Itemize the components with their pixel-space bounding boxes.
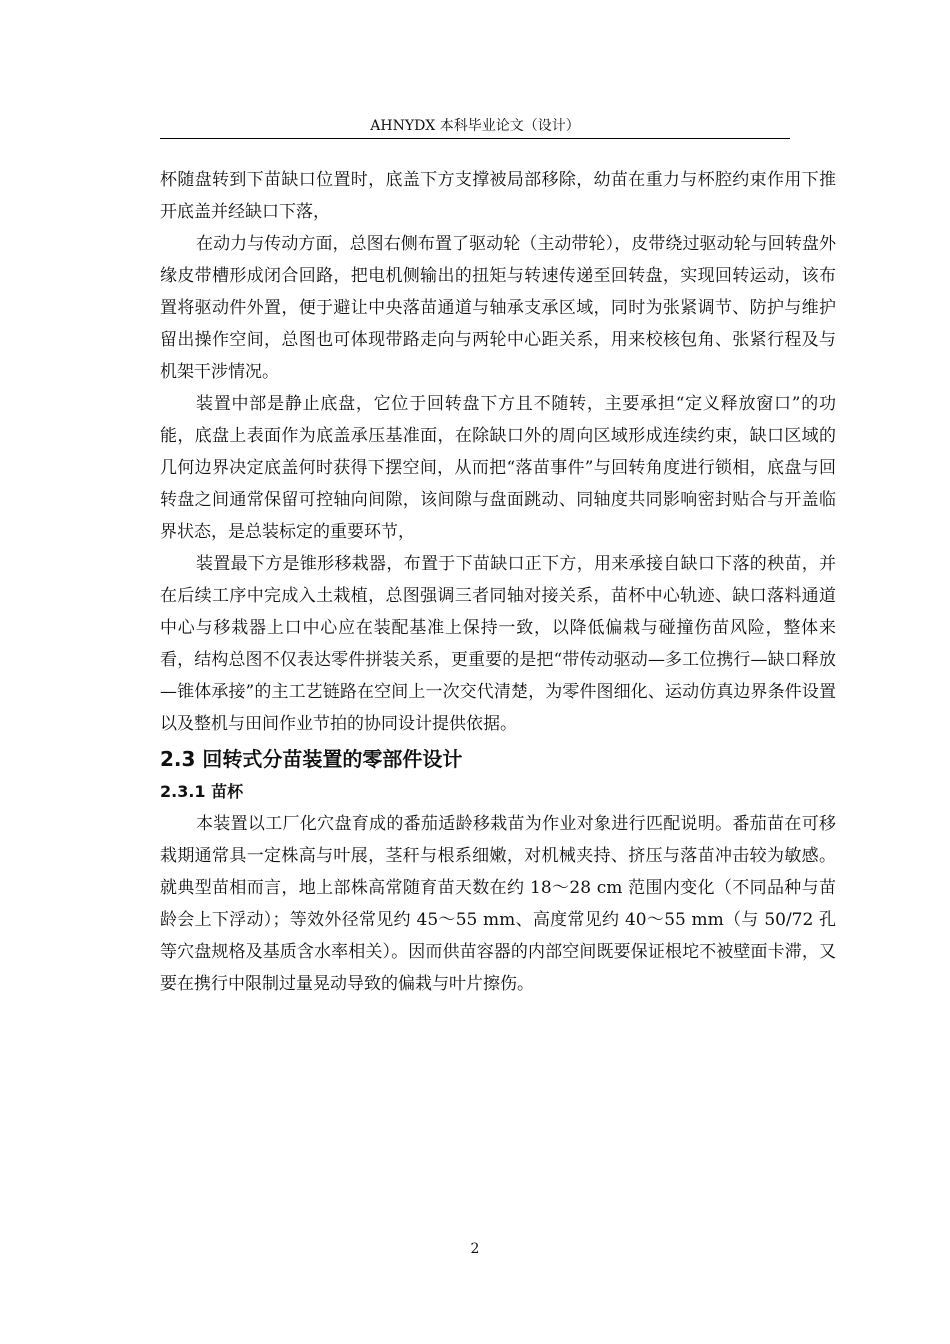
paragraph-drive-transmission: 在动力与传动方面，总图右侧布置了驱动轮（主动带轮），皮带绕过驱动轮与回转盘外缘皮带槽形成闭合回路，把电机侧输出的扭矩与转速传递至回转盘，实现回转运动，该布置将驱动件外置，便于避让中央落苗通道与轴承支承区域，同时为张紧调节、防护与维护留出操作空间，总图也可体现带路走向与两轮中心距关系，用来校核包角、张紧行程及与机架干涉情况。 [160, 234, 836, 382]
header-rule [160, 138, 790, 139]
section-heading: 2.3 回转式分苗装置的零部件设计 [160, 747, 463, 771]
running-header: AHNYDX 本科毕业论文（设计） [370, 118, 580, 134]
paragraph-continuation: 杯随盘转到下苗缺口位置时，底盖下方支撑被局部移除，幼苗在重力与杯腔约束作用下推开底盖并经缺口下落， [160, 170, 836, 222]
subsection-heading: 2.3.1 苗杯 [160, 782, 244, 801]
paragraph-seedling-cup: 本装置以工厂化穴盘育成的番茄适龄移栽苗为作业对象进行匹配说明。番茄苗在可移栽期通常具一定株高与叶展，茎秆与根系细嫩，对机械夹持、挤压与落苗冲击较为敏感。就典型苗相而言，地上部株高常随育苗天数在约 18～28 cm 范围内变化（不同品种与苗龄会上下浮动）；等效外径常见约 45～55 mm、高度常见约 40～55 mm（与 50/72 孔等穴盘规格及基质含水率相关）。因而供苗容器的内部空间既要保证根坨不被壁面卡滞，又要在携行中限制过量晃动导致的偏栽与叶片擦伤。 [160, 814, 836, 994]
body-text [160, 164, 836, 1000]
paragraph-cone-transplanter: 装置最下方是锥形移栽器，布置于下苗缺口正下方，用来承接自缺口下落的秧苗，并在后续工序中完成入土栽植，总图强调三者同轴对接关系，苗杯中心轨迹、缺口落料通道中心与移栽器上口中心应在装配基准上保持一致，以降低偏栽与碰撞伤苗风险，整体来看，结构总图不仅表达零件拼装关系，更重要的是把“带传动驱动—多工位携行—缺口释放—锥体承接”的主工艺链路在空间上一次交代清楚，为零件图细化、运动仿真边界条件设置以及整机与田间作业节拍的协同设计提供依据。 [160, 554, 836, 734]
page-number: 2 [470, 1241, 480, 1257]
paragraph-base-plate: 装置中部是静止底盘，它位于回转盘下方且不随转，主要承担“定义释放窗口”的功能，底盘上表面作为底盖承压基准面，在除缺口外的周向区域形成连续约束，缺口区域的几何边界决定底盖何时获得下摆空间，从而把“落苗事件”与回转角度进行锁相，底盘与回转盘之间通常保留可控轴向间隙，该间隙与盘面跳动、同轴度共同影响密封贴合与开盖临界状态，是总装标定的重要环节， [160, 394, 836, 542]
